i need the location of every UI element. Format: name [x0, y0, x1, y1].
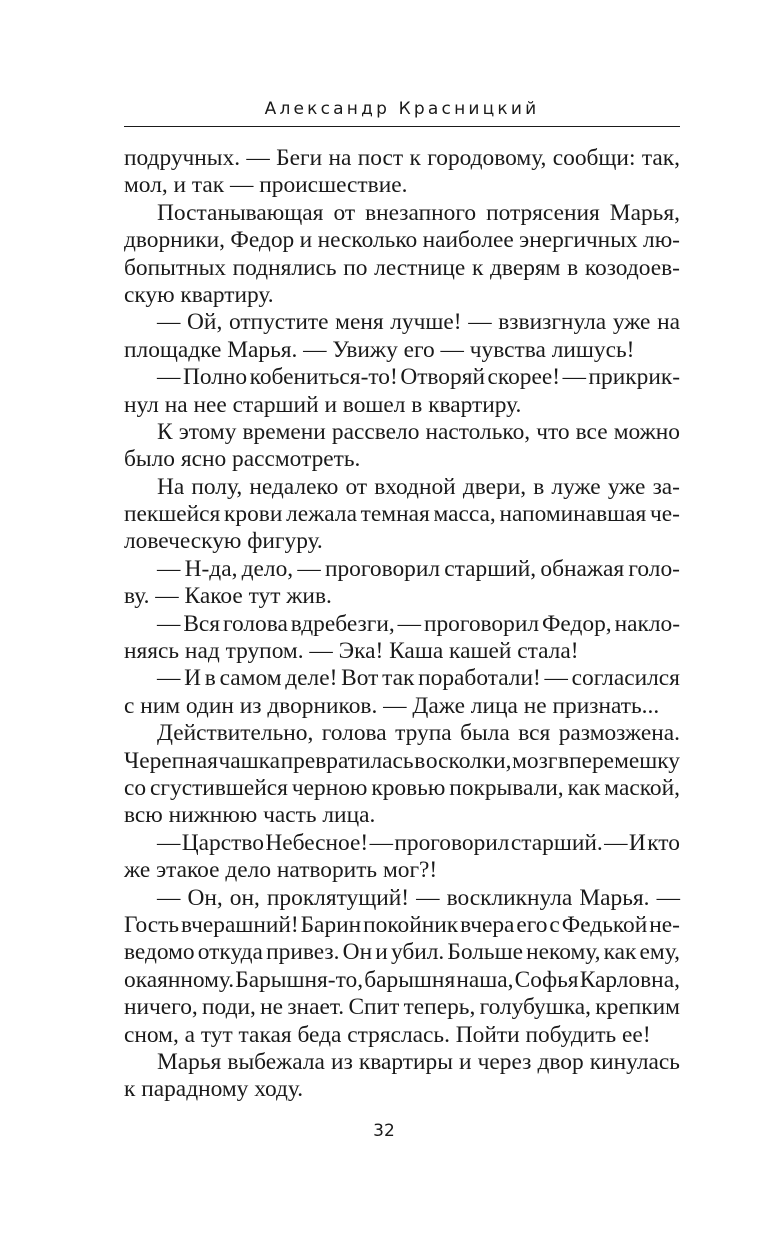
- word: ничего,: [124, 994, 198, 1021]
- text-line: [124, 583, 680, 610]
- word: можно: [613, 418, 680, 445]
- word: по: [343, 254, 368, 281]
- word: настолько,: [425, 418, 531, 445]
- text-line: [124, 1076, 680, 1103]
- word: крепким: [595, 994, 680, 1021]
- word: Н-да,: [184, 555, 238, 582]
- word: меня: [335, 309, 384, 336]
- word: ему,: [639, 939, 680, 966]
- word: не-: [649, 911, 680, 938]
- word: не: [260, 994, 284, 1021]
- word: несколько: [317, 227, 418, 254]
- word: —: [562, 364, 586, 391]
- word: Спит: [348, 994, 400, 1021]
- word: Федор,: [541, 610, 612, 637]
- word: Царство: [181, 829, 264, 856]
- word: ведомо: [124, 939, 195, 966]
- text-line: [124, 857, 680, 884]
- word: Барышня-то,: [235, 966, 364, 993]
- word: и: [299, 227, 313, 254]
- word: —: [157, 555, 181, 582]
- word: через: [477, 1048, 532, 1075]
- text-line: [124, 337, 680, 364]
- word: Ой,: [187, 309, 223, 336]
- word: потрясения: [486, 199, 600, 226]
- word: как: [603, 939, 637, 966]
- word: Полно: [182, 364, 248, 391]
- text-line: [124, 939, 680, 966]
- word: голова: [222, 610, 288, 637]
- word: теперь,: [403, 994, 476, 1021]
- text-line: [124, 309, 680, 336]
- word: Марья: [157, 1048, 222, 1075]
- word: воскликнула: [446, 884, 573, 911]
- word: Вся: [183, 610, 221, 637]
- text-line: [124, 720, 680, 747]
- word: осколки,: [425, 747, 512, 774]
- word: от: [333, 199, 356, 226]
- word: наиболее: [422, 227, 514, 254]
- word: —: [656, 884, 680, 911]
- text-line: [124, 364, 680, 391]
- word: он,: [229, 884, 260, 911]
- word: пекшейся: [124, 501, 221, 528]
- word: все: [575, 418, 608, 445]
- word: привез.: [266, 939, 340, 966]
- word: поди,: [202, 994, 256, 1021]
- word: черною: [291, 774, 368, 801]
- word: так: [382, 665, 415, 692]
- word: к: [471, 254, 484, 281]
- header-author: Александр Красницкий: [264, 99, 540, 119]
- word: Гость: [124, 911, 180, 938]
- word: кровью: [371, 774, 446, 801]
- word: дело,: [241, 555, 294, 582]
- word: лежала: [286, 501, 357, 528]
- word: в: [567, 254, 579, 281]
- word: размозжена.: [558, 720, 680, 747]
- word: откуда: [197, 939, 263, 966]
- line-text: скую квартиру.: [124, 281, 274, 308]
- word: деле!: [285, 665, 338, 692]
- word: лю-: [643, 227, 680, 254]
- word: —: [157, 364, 181, 391]
- text-line: [124, 994, 680, 1021]
- word: двери,: [462, 473, 527, 500]
- word: отпустите: [228, 309, 329, 336]
- word: прикрик-: [588, 364, 680, 391]
- word: Постанывающая: [157, 199, 324, 226]
- text-line: [124, 172, 680, 199]
- word: голо-: [628, 555, 680, 582]
- word: —: [246, 145, 270, 171]
- word: недалеко: [249, 473, 339, 500]
- word: Он,: [187, 884, 223, 911]
- word: его: [516, 911, 548, 938]
- word: уже: [607, 473, 646, 500]
- word: самом: [219, 665, 282, 692]
- word: взвизгнула: [498, 309, 607, 336]
- word: проклятущий!: [266, 884, 410, 911]
- word: —: [157, 309, 181, 336]
- word: проговорил: [423, 610, 540, 637]
- text-line: [124, 501, 680, 528]
- word: накло-: [614, 610, 680, 637]
- word: луже: [551, 473, 601, 500]
- word: дверям: [490, 254, 561, 281]
- line-text: же этакое дело натворить мог?!: [124, 857, 438, 884]
- word: Софья: [514, 966, 579, 993]
- word: дворники,: [124, 227, 225, 254]
- word: рассвело: [331, 418, 420, 445]
- word: —: [297, 555, 321, 582]
- line-text: ву. — Какое тут жив.: [124, 583, 332, 610]
- word: На: [157, 473, 185, 500]
- word: на: [657, 309, 680, 336]
- word: трупа: [395, 720, 452, 747]
- word: старший,: [444, 555, 537, 582]
- line-text: всю нижнюю часть лица.: [124, 802, 376, 829]
- word: Федор: [230, 227, 295, 254]
- word: Беги: [276, 145, 323, 171]
- word: покрывали,: [449, 774, 564, 801]
- text-line: [124, 446, 680, 473]
- text-line: [124, 255, 680, 282]
- word: сгустившейся: [150, 774, 288, 801]
- word: уже: [612, 309, 651, 336]
- word: поработали!: [418, 665, 541, 692]
- word: лестнице: [374, 254, 466, 281]
- word: вчерашний!: [180, 911, 299, 938]
- word: в: [414, 747, 426, 774]
- word: Марья,: [609, 199, 680, 226]
- line-text: было ясно рассмотреть.: [124, 446, 361, 473]
- word: Он: [342, 939, 373, 966]
- line-text: к парадному ходу.: [124, 1076, 304, 1103]
- word: че-: [650, 501, 680, 528]
- word: маской,: [604, 774, 680, 801]
- word: превратилась: [280, 747, 414, 774]
- word: была: [460, 720, 510, 747]
- text-line: [124, 748, 680, 775]
- text-line: [124, 200, 680, 227]
- word: Марья.: [579, 884, 650, 911]
- word: —: [157, 610, 181, 637]
- line-text: мол, и так — происшествие.: [124, 172, 408, 199]
- line-text: с ним один из дворников. — Даже лица не признать...: [124, 692, 660, 719]
- word: Действительно,: [157, 720, 314, 747]
- word: согласился: [571, 665, 680, 692]
- word: козодоев-: [584, 254, 680, 281]
- running-header: [124, 96, 680, 127]
- word: и: [459, 1048, 472, 1075]
- word: обнажая: [540, 555, 625, 582]
- word: вперемешку: [558, 747, 680, 774]
- word: энергичных: [519, 227, 638, 254]
- text-line: [124, 611, 680, 638]
- word: —: [604, 829, 628, 856]
- word: проговорил: [324, 555, 441, 582]
- word: окаянному.: [124, 966, 235, 993]
- text-line: [124, 528, 680, 555]
- text-line: [124, 1022, 680, 1049]
- word: кинулась: [589, 1048, 680, 1075]
- line-text: няясь над трупом. — Эка! Каша кашей стала!: [124, 638, 579, 665]
- word: старший.: [510, 829, 603, 856]
- word: проговорил: [394, 829, 510, 856]
- text-line: [124, 775, 680, 802]
- word: из: [331, 1048, 353, 1075]
- word: мозг: [512, 747, 558, 774]
- word: Небесное!: [265, 829, 369, 856]
- word: двор: [537, 1048, 584, 1075]
- line-text: ловеческую фигуру.: [124, 528, 323, 555]
- word: полу,: [191, 473, 243, 500]
- word: Федькой: [561, 911, 648, 938]
- text-line: [124, 1049, 680, 1076]
- word: с: [549, 911, 560, 938]
- word: Карловна,: [579, 966, 680, 993]
- word: —: [544, 665, 568, 692]
- text-line: [124, 227, 680, 254]
- word: так,: [641, 145, 680, 171]
- word: И: [184, 665, 202, 692]
- text-line: [124, 638, 680, 665]
- word: темная: [360, 501, 430, 528]
- text-line: [124, 885, 680, 912]
- word: К: [157, 418, 173, 445]
- word: квартиры: [358, 1048, 453, 1075]
- word: и: [375, 939, 388, 966]
- word: Черепная: [124, 747, 218, 774]
- word: вдребезги,: [290, 610, 395, 637]
- word: к: [409, 145, 421, 171]
- word: поднялись: [232, 254, 337, 281]
- word: —: [369, 829, 393, 856]
- word: знает.: [287, 994, 345, 1021]
- word: пост: [357, 145, 404, 171]
- text-line: [124, 912, 680, 939]
- word: вся: [518, 720, 551, 747]
- page-body: [124, 145, 680, 1104]
- word: времени: [242, 418, 326, 445]
- word: этому: [178, 418, 237, 445]
- word: —: [416, 884, 440, 911]
- word: Больше: [447, 939, 523, 966]
- word: Барин: [300, 911, 362, 938]
- word: голова: [321, 720, 387, 747]
- word: скорее!: [487, 364, 561, 391]
- word: сообщи:: [552, 145, 636, 171]
- word: —: [157, 665, 181, 692]
- word: Вот: [341, 665, 379, 692]
- word: в: [533, 473, 545, 500]
- text-line: [124, 145, 680, 172]
- text-line: [124, 967, 680, 994]
- word: городовому,: [427, 145, 547, 171]
- text-line: [124, 830, 680, 857]
- word: убил.: [390, 939, 445, 966]
- word: чашка: [218, 747, 281, 774]
- word: что: [536, 418, 570, 445]
- text-line: [124, 802, 680, 829]
- word: бопытных: [124, 254, 226, 281]
- word: как: [567, 774, 601, 801]
- word: И: [628, 829, 646, 856]
- word: —: [468, 309, 492, 336]
- word: голубушка,: [479, 994, 591, 1021]
- line-text: сном, а тут такая беда стряслась. Пойти побудить ее!: [124, 1021, 651, 1048]
- word: Отворяй: [400, 364, 485, 391]
- word: на: [328, 145, 352, 171]
- word: напоминавшая: [499, 501, 647, 528]
- word: входной: [374, 473, 456, 500]
- word: в: [204, 665, 216, 692]
- text-line: [124, 392, 680, 419]
- text-line: [124, 474, 680, 501]
- word: от: [345, 473, 368, 500]
- text-line: [124, 282, 680, 309]
- word: со: [124, 774, 147, 801]
- page-number: 32: [373, 1121, 395, 1141]
- text-line: [124, 693, 680, 720]
- word: внезапного: [365, 199, 477, 226]
- word: лучше!: [390, 309, 462, 336]
- line-text: нул на нее старший и вошел в квартиру.: [124, 391, 522, 418]
- word: за-: [652, 473, 680, 500]
- word: покойник: [363, 911, 459, 938]
- word: масса,: [433, 501, 496, 528]
- word: —: [397, 610, 422, 637]
- word: наша,: [456, 966, 514, 993]
- text-line: [124, 665, 680, 692]
- word: некому,: [526, 939, 601, 966]
- word: —: [157, 884, 181, 911]
- word: крови: [224, 501, 283, 528]
- word: барышня: [364, 966, 456, 993]
- text-line: [124, 419, 680, 446]
- word: —: [157, 829, 181, 856]
- word: выбежала: [227, 1048, 325, 1075]
- word: подручных.: [124, 145, 241, 171]
- word: кобениться-то!: [249, 364, 398, 391]
- word: кто: [647, 829, 680, 856]
- word: вчера: [460, 911, 515, 938]
- text-line: [124, 556, 680, 583]
- line-text: площадке Марья. — Увижу его — чувства лишусь!: [124, 336, 635, 363]
